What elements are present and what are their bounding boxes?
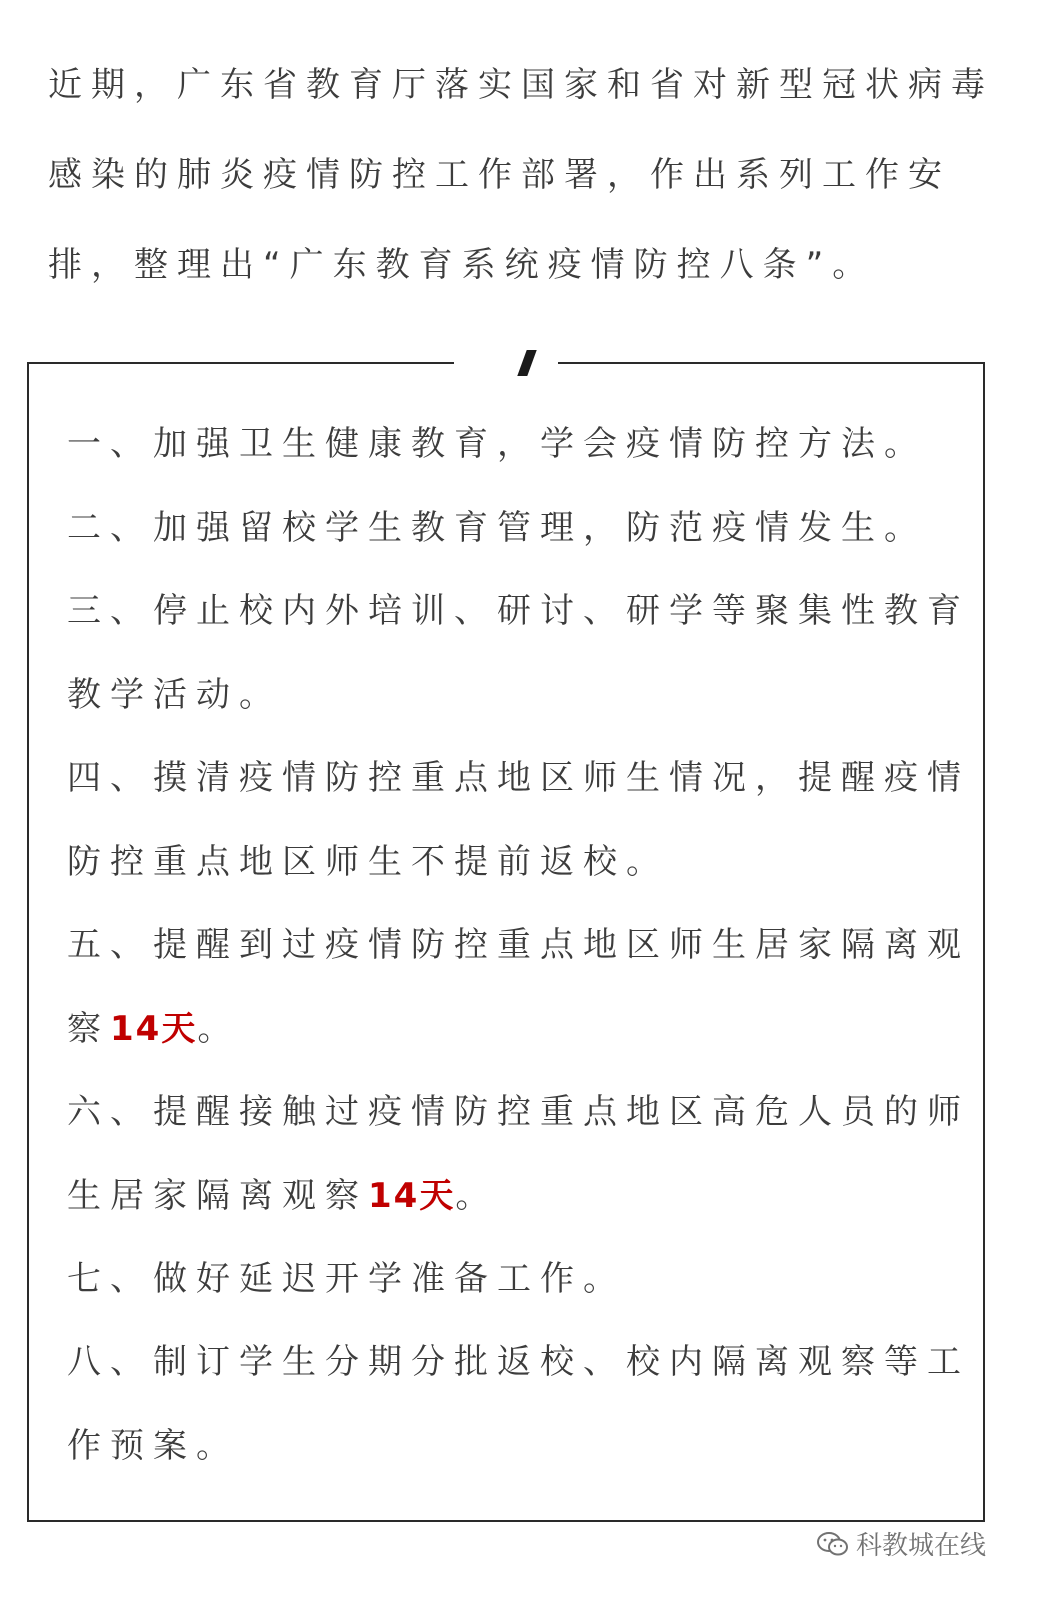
watermark-text: 科教城在线 — [855, 1531, 986, 1561]
intro-line: 感染的肺炎疫情防控工作部署，作出系列工作安 — [48, 155, 951, 195]
highlight-days: 14天 — [110, 1009, 198, 1049]
intro-paragraph — [48, 40, 1008, 310]
rule-line — [67, 1154, 967, 1238]
border-gap — [454, 355, 558, 369]
rule-item-8 — [67, 1320, 970, 1488]
rule-line: 四、摸清疫情防控重点地区师生情况，提醒疫情 — [67, 758, 970, 798]
rule-item-1 — [67, 402, 967, 486]
intro-line: 近期，广东省教育厅落实国家和省对新型冠状病毒 — [48, 65, 994, 105]
rule-item-6 — [67, 1070, 970, 1238]
rule-line: 一、加强卫生健康教育，学会疫情防控方法。 — [67, 424, 927, 464]
rule-item-7 — [67, 1237, 967, 1321]
rule-item-4 — [67, 736, 970, 904]
rule-line: 五、提醒到过疫情防控重点地区师生居家隔离观 — [67, 925, 970, 965]
rule-line — [67, 987, 967, 1071]
rule-line: 六、提醒接触过疫情防控重点地区高危人员的师 — [67, 1092, 970, 1132]
watermark — [816, 1525, 986, 1562]
rule-text: 。 — [455, 1176, 499, 1216]
rule-item-5 — [67, 903, 970, 1071]
rule-line: 七、做好延迟开学准备工作。 — [67, 1259, 626, 1299]
wechat-icon — [816, 1530, 850, 1558]
rule-line: 教学活动。 — [67, 675, 282, 715]
rule-line: 防控重点地区师生不提前返校。 — [67, 842, 669, 882]
rule-item-2 — [67, 486, 967, 570]
highlight-days: 14天 — [368, 1176, 456, 1216]
rule-text: 察 — [67, 1009, 110, 1049]
rule-line: 三、停止校内外培训、研讨、研学等聚集性教育 — [67, 591, 970, 631]
rule-item-3 — [67, 569, 970, 737]
rule-text: 。 — [197, 1009, 241, 1049]
rule-text: 生居家隔离观察 — [67, 1176, 368, 1216]
rule-line: 二、加强留校学生教育管理，防范疫情发生。 — [67, 508, 927, 548]
rule-line: 八、制订学生分期分批返校、校内隔离观察等工 — [67, 1342, 970, 1382]
rule-line: 作预案。 — [67, 1426, 239, 1466]
intro-line: 排，整理出“广东教育系统疫情防控八条”。 — [48, 245, 876, 285]
